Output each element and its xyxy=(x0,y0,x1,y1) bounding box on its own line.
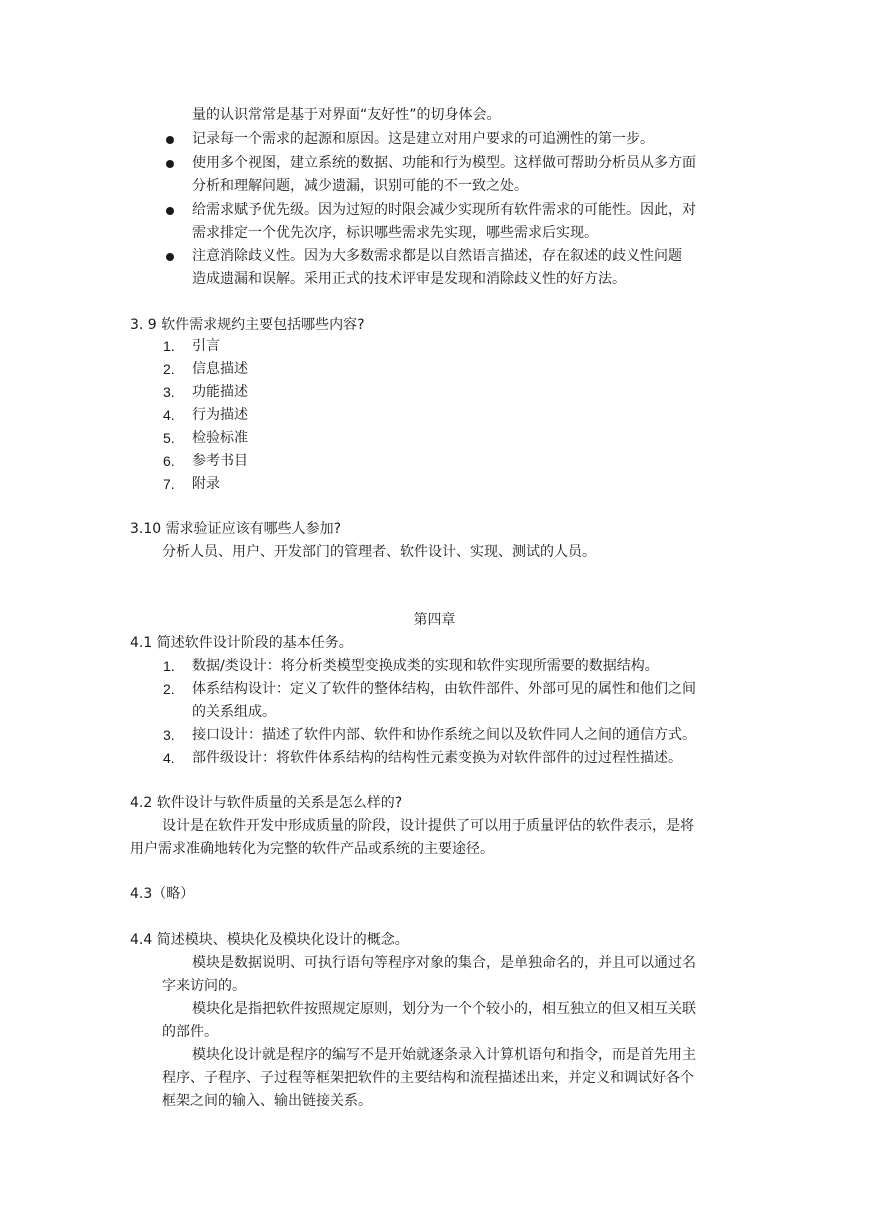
answer-paragraph: 程序、子程序、子过程等框架把软件的主要结构和流程描述出来，并定义和调试好各个 xyxy=(162,1070,694,1086)
list-item: 信息描述 xyxy=(192,361,248,377)
list-item: 部件级设计：将软件体系结构的结构性元素变换为对软件部件的过过程性描述。 xyxy=(192,750,682,766)
bullet-continuation-line: 量的认识常常是基于对界面“友好性”的切身体会。 xyxy=(192,107,501,123)
question-heading-4-4: 4.4 简述模块、模块化及模块化设计的概念。 xyxy=(130,932,409,948)
answer-paragraph: 分析人员、用户、开发部门的管理者、软件设计、实现、测试的人员。 xyxy=(162,544,596,560)
list-number: 3. xyxy=(163,384,175,400)
answer-paragraph: 模块是数据说明、可执行语句等程序对象的集合，是单独命名的，并且可以通过名 xyxy=(192,955,696,971)
bullet-item-line: 使用多个视图，建立系统的数据、功能和行为模型。这样做可帮助分析员从多方面 xyxy=(192,155,696,171)
list-number: 5. xyxy=(163,430,175,446)
list-number: 4. xyxy=(163,407,175,423)
answer-paragraph: 的部件。 xyxy=(162,1024,218,1040)
bullet-dot-icon xyxy=(166,136,174,144)
bullet-dot-icon xyxy=(166,207,174,215)
bullet-item-line: 分析和理解问题，减少遗漏，识别可能的不一致之处。 xyxy=(192,178,528,194)
list-item: 检验标准 xyxy=(192,430,248,446)
answer-paragraph: 字来访问的。 xyxy=(162,978,246,994)
list-number: 3. xyxy=(163,727,175,743)
list-item: 功能描述 xyxy=(192,384,248,400)
list-number: 1. xyxy=(163,658,175,674)
question-heading-4-3: 4.3（略） xyxy=(130,886,195,902)
bullet-item-line: 需求排定一个优先次序，标识哪些需求先实现，哪些需求后实现。 xyxy=(192,225,598,241)
answer-paragraph: 模块化设计就是程序的编写不是开始就逐条录入计算机语句和指令，而是首先用主 xyxy=(192,1047,696,1063)
question-heading-3-9: 3. 9 软件需求规约主要包括哪些内容? xyxy=(130,317,365,333)
question-heading-4-1: 4.1 简述软件设计阶段的基本任务。 xyxy=(130,635,353,651)
question-heading-3-10: 3.10 需求验证应该有哪些人参加? xyxy=(130,521,342,537)
list-number: 1. xyxy=(163,338,175,354)
bullet-dot-icon xyxy=(166,160,174,168)
chapter-title: 第四章 xyxy=(413,612,456,628)
list-number: 6. xyxy=(163,453,175,469)
list-number: 2. xyxy=(163,361,175,377)
question-heading-4-2: 4.2 软件设计与软件质量的关系是怎么样的? xyxy=(130,795,403,811)
bullet-item-line: 给需求赋予优先级。因为过短的时限会减少实现所有软件需求的可能性。因此，对 xyxy=(192,202,696,218)
answer-paragraph: 模块化是指把软件按照规定原则，划分为一个个较小的，相互独立的但又相互关联 xyxy=(192,1001,696,1017)
list-item: 行为描述 xyxy=(192,407,248,423)
list-item: 附录 xyxy=(192,476,220,492)
answer-paragraph: 设计是在软件开发中形成质量的阶段，设计提供了可以用于质量评估的软件表示，是将 xyxy=(162,818,694,834)
list-item: 接口设计：描述了软件内部、软件和协作系统之间以及软件同人之间的通信方式。 xyxy=(192,727,696,743)
list-number: 4. xyxy=(163,750,175,766)
bullet-item-line: 记录每一个需求的起源和原因。这是建立对用户要求的可追溯性的第一步。 xyxy=(192,131,654,147)
list-item: 数据/类设计：将分析类模型变换成类的实现和软件实现所需要的数据结构。 xyxy=(192,658,659,674)
list-item: 体系结构设计：定义了软件的整体结构，由软件部件、外部可见的属性和他们之间 xyxy=(192,681,696,697)
answer-paragraph: 用户需求准确地转化为完整的软件产品或系统的主要途径。 xyxy=(130,841,494,857)
answer-paragraph: 框架之间的输入、输出链接关系。 xyxy=(162,1093,372,1109)
list-item: 参考书目 xyxy=(192,453,248,469)
bullet-item-line: 注意消除歧义性。因为大多数需求都是以自然语言描述，存在叙述的歧义性问题 xyxy=(192,248,682,264)
list-item: 引言 xyxy=(192,338,220,354)
list-number: 7. xyxy=(163,476,175,492)
bullet-item-line: 造成遗漏和误解。采用正式的技术评审是发现和消除歧义性的好方法。 xyxy=(192,271,626,287)
list-number: 2. xyxy=(163,681,175,697)
list-item: 的关系组成。 xyxy=(192,704,276,720)
bullet-dot-icon xyxy=(166,253,174,261)
